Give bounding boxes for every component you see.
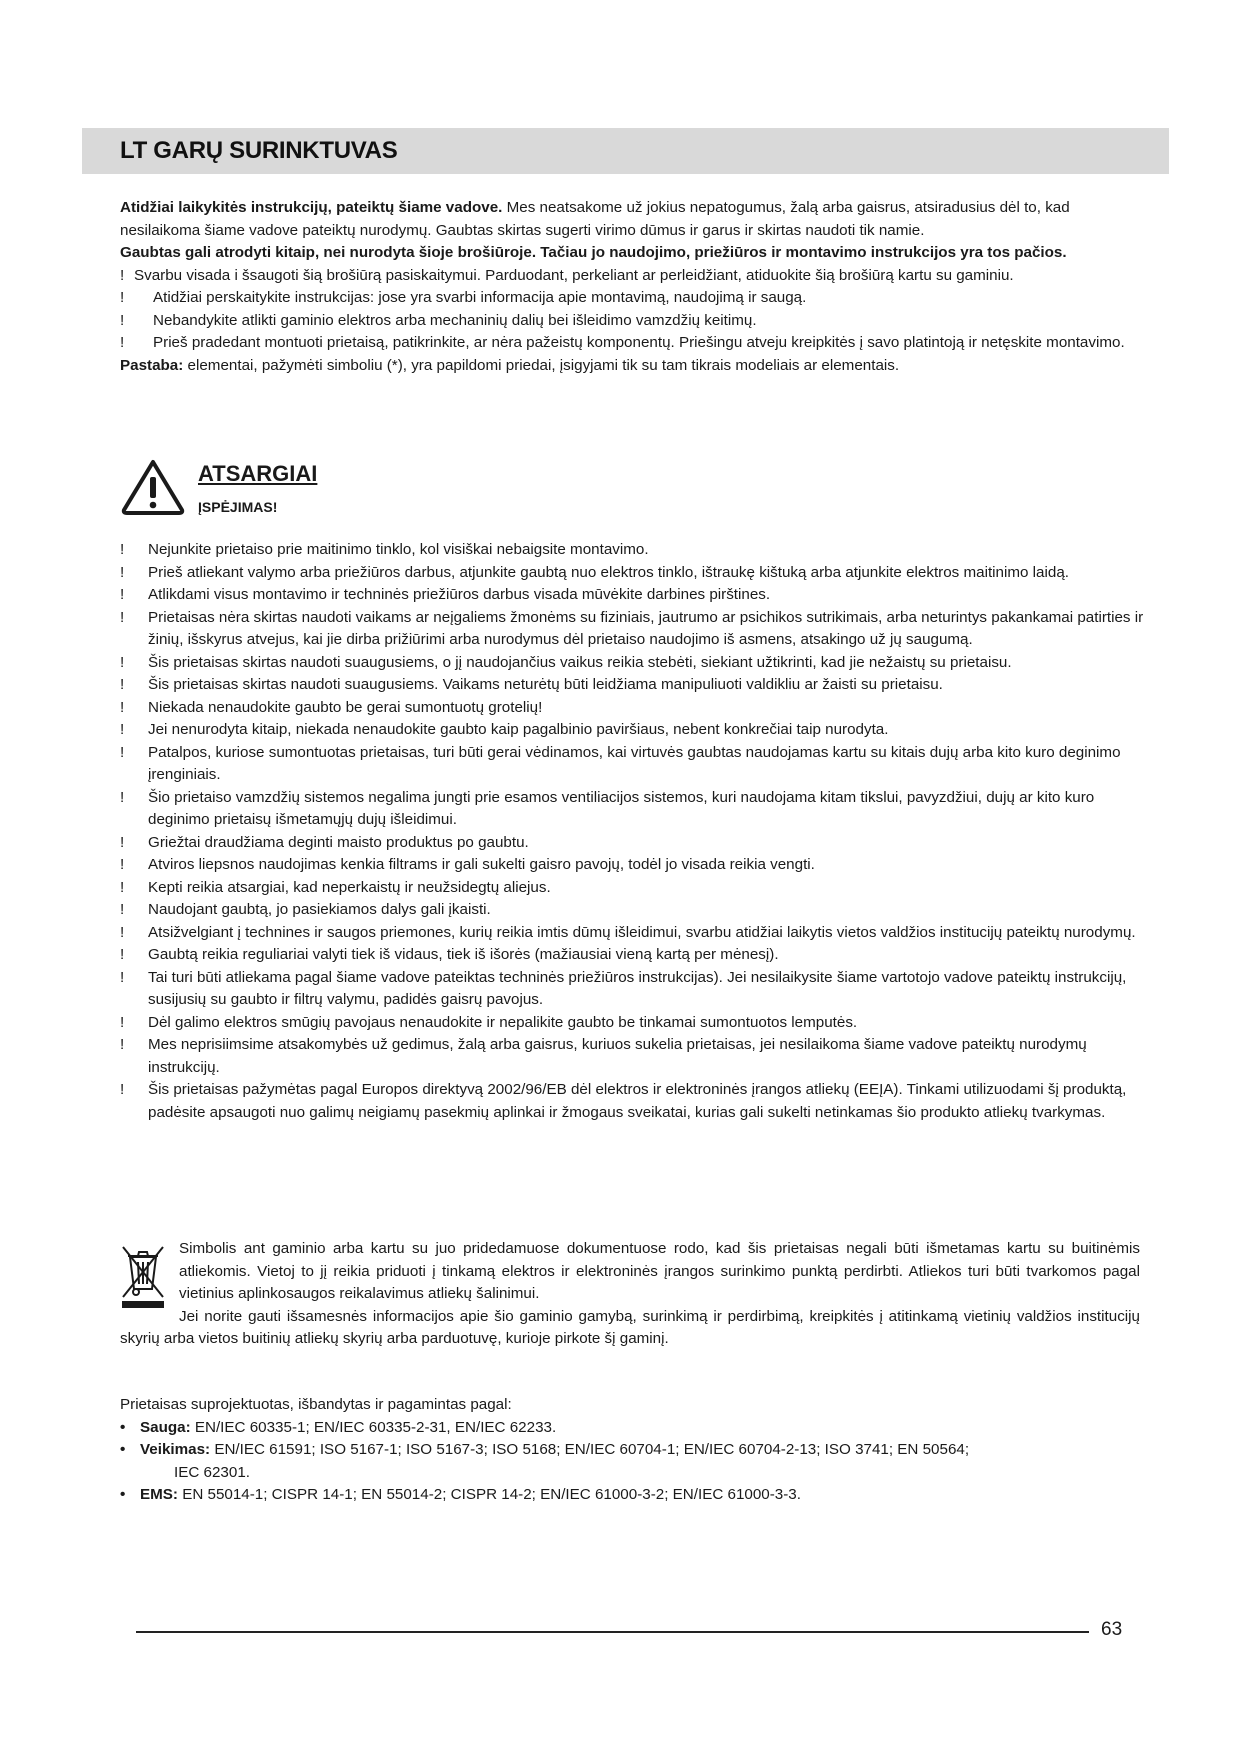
title-band	[82, 128, 1169, 174]
warnings-list	[120, 539, 1150, 1124]
warning-text: Šis prietaisas skirtas naudoti suaugusiems. Vaikams neturėtų būti leidžiama manipuliuoti valdikliu ar žaisti su prietaisu.	[148, 676, 943, 693]
warning-item	[120, 742, 1150, 787]
warning-item	[120, 967, 1150, 1012]
warning-item	[120, 922, 1150, 945]
warning-item	[120, 787, 1150, 832]
warning-item	[120, 697, 1150, 720]
warning-item	[120, 607, 1150, 652]
bullet-mark: !	[120, 608, 125, 626]
note-text: elementai, pažymėti simboliu (*), yra papildomi priedai, įsigyjami tik su tam tikrais modeliais ar elementais.	[183, 356, 900, 374]
bullet-mark: !	[120, 788, 125, 806]
intro-bullet-text: Svarbu visada i šsaugoti šią brošiūrą pasiskaitymui. Parduodant, perkeliant ar perleidžiant, atiduokite šią brošiūrą kartu su gaminiu.	[134, 266, 1014, 284]
warning-text: Naudojant gaubtą, jo pasiekiamos dalys gali įkaisti.	[148, 901, 491, 918]
intro-bullet-text: Nebandykite atlikti gaminio elektros arba mechaninių dalių bei išleidimo vamzdžių keitimų.	[153, 311, 757, 329]
bullet-mark: •	[120, 1486, 126, 1503]
intro-bullet	[120, 287, 1140, 310]
warning-text: Prietaisas nėra skirtas naudoti vaikams ar neįgaliems žmonėms su fiziniais, jautrumo ar psichikos sutrikimais, arba neturintys pakankamai patirties ir žinių, išskyrus atvejus, kai jie dirba prižiūrimi arba nurodymus dėl prietaiso naudojimo iš asmens, atsakingo už jų saugumą.	[148, 608, 1144, 648]
page-title: LT GARŲ SURINKTUVAS	[120, 137, 398, 164]
warning-text: Kepti reikia atsargiai, kad neperkaistų ir neužsidegtų aliejus.	[148, 878, 551, 896]
warning-item	[120, 584, 1150, 607]
weee-more-info-text: Jei norite gauti išsamesnės informacijos apie šio gaminio gamybą, surinkimą ir perdirbimą, kreipkitės į atitinkamą vietinių valdžios institucijų skyrių arba vietos buitinių atliekų skyrių arba parduotuvę, kurioje pirkote šį gaminį.	[120, 1307, 1140, 1347]
note-paragraph	[120, 355, 1140, 378]
warning-text: Atviros liepsnos naudojimas kenkia filtrams ir gali sukelti gaisro pavojų, todėl jo visada reikia vengti.	[148, 856, 815, 873]
warning-item	[120, 832, 1150, 855]
warning-text: Atsižvelgiant į technines ir saugos priemones, kurių reikia imtis dūmų išleidimui, svarbu atidžiai laikytis vietos valdžios institucijų pateiktų nurodymų.	[148, 923, 1136, 941]
standard-text: EN/IEC 61591; ISO 5167-1; ISO 5167-3; ISO 5168; EN/IEC 60704-1; EN/IEC 60704-2-13; ISO 3741; EN 50564;	[210, 1441, 970, 1458]
weee-section	[120, 1238, 1140, 1351]
weee-more-info	[120, 1306, 1140, 1351]
crossed-bin-icon	[120, 1243, 166, 1309]
warning-item	[120, 562, 1150, 585]
intro-bold-lead: Atidžiai laikykitės instrukcijų, pateiktų šiame vadove.	[120, 199, 503, 216]
bullet-mark: !	[120, 586, 125, 603]
standard-text: EN/IEC 60335-1; EN/IEC 60335-2-31, EN/IEC 62233.	[190, 1418, 557, 1436]
standard-item	[120, 1484, 1140, 1507]
standard-item	[120, 1417, 1140, 1440]
warning-item	[120, 1012, 1150, 1035]
warning-item	[120, 652, 1150, 675]
warning-text: Mes neprisiimsime atsakomybės už gedimus, žalą arba gaisrus, kuriuos sukelia prietaisas, jei nesilaikoma šiame vadove pateiktų nurodymų instrukcijų.	[148, 1036, 1087, 1076]
warning-text: Dėl galimo elektros smūgių pavojaus nenaudokite ir nepalikite gaubto be tinkamai sumontuotos lemputės.	[148, 1013, 858, 1031]
bullet-mark: •	[120, 1418, 126, 1436]
warning-text: Prieš atliekant valymo arba priežiūros darbus, atjunkite gaubtą nuo elektros tinklo, ištraukę kištuką arba atjunkite elektros maitinimo laidą.	[148, 563, 1069, 581]
warning-text: Šio prietaiso vamzdžių sistemos negalima jungti prie esamos ventiliacijos sistemos, kuri naudojama kitam tikslui, pavyzdžiui, dujų ar kito kuro deginimo prietaisų išmetamųjų dujų išleidimui.	[148, 788, 1095, 828]
warning-text: Nejunkite prietaiso prie maitinimo tinklo, kol visiškai nebaigsite montavimo.	[148, 541, 649, 558]
intro-bullet	[120, 332, 1140, 355]
intro-bullet	[120, 310, 1140, 333]
bullet-mark: !	[120, 1013, 125, 1031]
warning-text: Patalpos, kuriose sumontuotas prietaisas, turi būti gerai vėdinamos, kai virtuvės gaubtas naudojamas kartu su kitais dujų arba kito kuro deginimo įrenginiais.	[148, 743, 1121, 783]
intro-bullet-text: Prieš pradedant montuoti prietaisą, patikrinkite, ar nėra pažeistų komponentų. Priešingu atveju kreipkitės į savo platintoją ir netęskite montavimo.	[153, 334, 1125, 351]
bullet-mark: !	[120, 878, 125, 896]
note-label: Pastaba:	[120, 356, 184, 374]
warning-text: Šis prietaisas pažymėtas pagal Europos direktyvą 2002/96/EB dėl elektros ir elektroninės įrangos atliekų (EEĮA). Tinkami utilizuodami šį produktą, padėsite apsaugoti nuo galimų neigiamų pasekmių aplinkai ir žmogaus sveikatai, kurias gali sukelti netinkamas šio produkto atliekų tvarkymas.	[148, 1081, 1127, 1121]
warning-item	[120, 1079, 1150, 1124]
bullet-mark: !	[120, 334, 125, 351]
bullet-mark: !	[120, 923, 125, 941]
warning-item	[120, 539, 1150, 562]
standard-text-cont: IEC 62301.	[174, 1463, 250, 1481]
warning-item	[120, 719, 1150, 742]
weee-text: Simbolis ant gaminio arba kartu su juo pridedamuose dokumentuose rodo, kad šis prietaisas negali būti išmetamas kartu su buitinėmis atliekomis. Vietoj to jį reikia priduoti į tinkamą elektros ir elektroninės įrangos surinkimo punktą perdirbti. Atliekos turi būti tvarkomos pagal vietinius aplinkosaugos reikalavimus atliekų šalinimui.	[179, 1240, 1140, 1302]
bullet-mark: !	[120, 311, 125, 329]
standards-section	[120, 1394, 1140, 1507]
warning-text: Atlikdami visus montavimo ir techninės priežiūros darbus visada mūvėkite darbines pirštines.	[148, 586, 771, 603]
bullet-mark: !	[120, 856, 125, 873]
warning-text: Griežtai draudžiama deginti maisto produktus po gaubtu.	[148, 833, 529, 851]
bullet-mark: !	[120, 901, 125, 918]
bullet-mark: !	[120, 541, 125, 558]
warning-text: Tai turi būti atliekama pagal šiame vadove pateiktas techninės priežiūros instrukcijas). Jei nesilaikysite šiame vartotojo vadove pateiktų instrukcijų, susijusių su gaubto ir filtrų valymu, padidės gaisrų pavojus.	[148, 968, 1127, 1008]
warning-heading	[120, 458, 520, 528]
warning-subtitle: ĮSPĖJIMAS!	[198, 499, 278, 515]
standards-intro: Prietaisas suprojektuotas, išbandytas ir pagamintas pagal:	[120, 1396, 512, 1413]
bullet-mark: !	[120, 1036, 125, 1053]
intro-appearance-note: Gaubtas gali atrodyti kitaip, nei nurodyta šioje brošiūroje. Tačiau jo naudojimo, priežiūros ir montavimo instrukcijos yra tos pačios.	[120, 244, 1067, 261]
warning-item	[120, 899, 1150, 922]
warning-text: Gaubtą reikia reguliariai valyti tiek iš vidaus, tiek iš išorės (mažiausiai vieną kartą per mėnesį).	[148, 946, 779, 963]
bullet-mark: !	[120, 563, 125, 581]
bullet-mark: !	[120, 289, 125, 306]
warning-text: Niekada nenaudokite gaubto be gerai sumontuotų grotelių!	[148, 698, 543, 716]
intro-bullet-text: Atidžiai perskaitykite instrukcijas: jose yra svarbi informacija apie montavimą, naudojimą ir saugą.	[153, 289, 807, 306]
standard-label: EMS:	[140, 1486, 178, 1503]
warning-item	[120, 1034, 1150, 1079]
warning-item	[120, 877, 1150, 900]
warning-triangle-icon	[120, 458, 186, 516]
bullet-mark: !	[120, 266, 125, 284]
warning-text: Šis prietaisas skirtas naudoti suaugusiems, o jį naudojančius vaikus reikia stebėti, siekiant užtikrinti, kad jie nežaistų su prietaisu.	[148, 653, 1012, 671]
intro-bullet	[120, 265, 1140, 288]
bullet-mark: !	[120, 676, 125, 693]
bullet-mark: •	[120, 1441, 126, 1458]
warning-item	[120, 944, 1150, 967]
warning-item	[120, 854, 1150, 877]
page-number: 63	[1101, 1619, 1123, 1640]
warning-text: Jei nenurodyta kitaip, niekada nenaudokite gaubto kaip pagalbinio paviršiaus, nebent konkrečiai taip nurodyta.	[148, 721, 889, 738]
standard-label: Sauga:	[140, 1418, 191, 1436]
standard-item	[120, 1439, 1140, 1484]
bullet-mark: !	[120, 946, 125, 963]
warning-title: ATSARGIAI	[198, 461, 318, 486]
bullet-mark: !	[120, 1081, 125, 1098]
bullet-mark: !	[120, 721, 125, 738]
intro-paragraph	[120, 197, 1140, 242]
warning-item	[120, 674, 1150, 697]
bullet-mark: !	[120, 698, 125, 716]
intro-section	[120, 197, 1140, 377]
bullet-mark: !	[120, 743, 125, 761]
bullet-mark: !	[120, 653, 125, 671]
intro-text: Mes neatsakome už jokius nepatogumus, žalą arba gaisrus, atsiradusius dėl to, kad nesilaikoma šiame vadove pateiktų nurodymų. Gaubtas skirtas sugerti virimo dūmus ir garus ir skirtas naudoti tik namie.	[120, 199, 1070, 239]
bullet-mark: !	[120, 968, 125, 986]
standard-text: EN 55014-1; CISPR 14-1; EN 55014-2; CISPR 14-2; EN/IEC 61000-3-2; EN/IEC 61000-3-3.	[177, 1486, 801, 1503]
bullet-mark: !	[120, 833, 125, 851]
standard-label: Veikimas:	[140, 1441, 211, 1458]
footer-rule	[136, 1631, 1089, 1633]
